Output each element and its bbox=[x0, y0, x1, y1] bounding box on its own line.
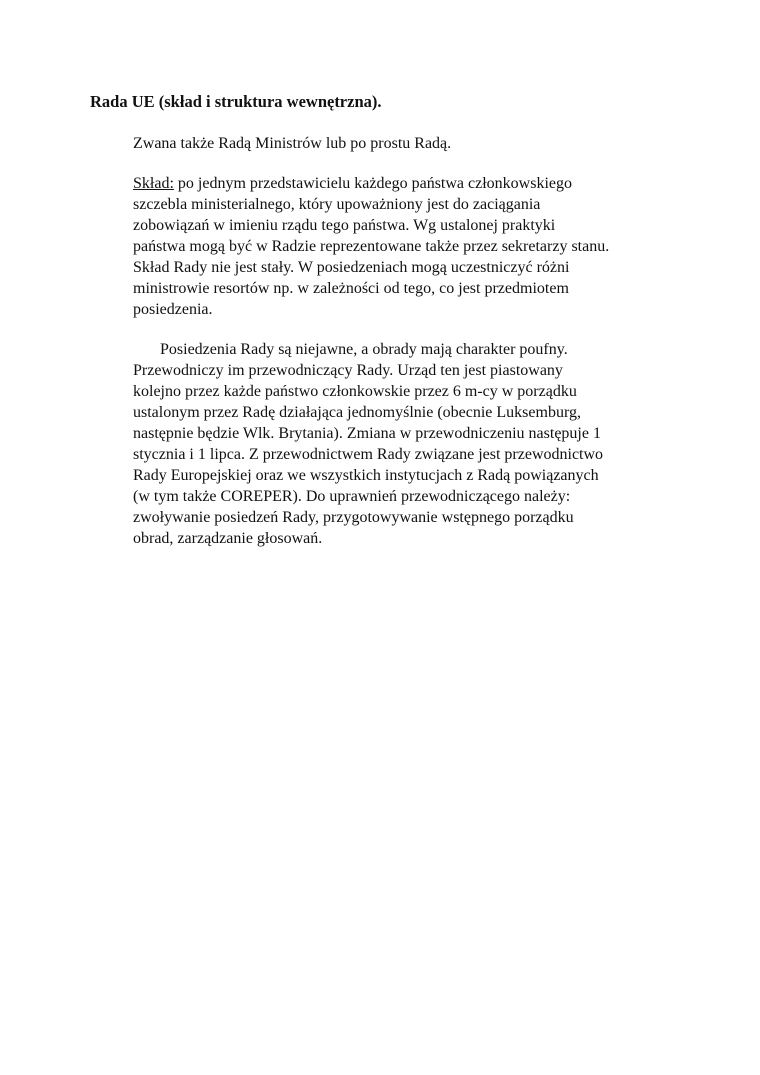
posiedzenia-paragraph bbox=[133, 339, 673, 549]
posiedzenia-line: Rady Europejskiej oraz we wszystkich instytucjach z Radą powiązanych bbox=[133, 467, 599, 484]
posiedzenia-line: kolejno przez każde państwo członkowskie przez 6 m-cy w porządku bbox=[133, 383, 577, 400]
intro-line: Zwana także Radą Ministrów lub po prostu Radą. bbox=[133, 135, 452, 152]
sklad-label: Skład: bbox=[133, 175, 174, 192]
posiedzenia-line: ustalonym przez Radę działająca jednomyślnie (obecnie Luksemburg, bbox=[133, 404, 581, 421]
sklad-line: posiedzenia. bbox=[133, 301, 213, 318]
sklad-line: ministrowie resortów np. w zależności od tego, co jest przedmiotem bbox=[133, 280, 569, 297]
document-title: Rada UE (skład i struktura wewnętrzna). bbox=[90, 92, 382, 111]
sklad-first-line bbox=[133, 173, 673, 194]
sklad-line: zobowiązań w imieniu rządu tego państwa. Wg ustalonej praktyki bbox=[133, 217, 556, 234]
posiedzenia-first-line: Posiedzenia Rady są niejawne, a obrady mają charakter poufny. bbox=[160, 341, 568, 358]
sklad-line: Skład Rady nie jest stały. W posiedzeniach mogą uczestniczyć różni bbox=[133, 259, 570, 276]
posiedzenia-line: (w tym także COREPER). Do uprawnień przewodniczącego należy: bbox=[133, 488, 571, 505]
sklad-line: szczebla ministerialnego, który upoważniony jest do zaciągania bbox=[133, 196, 541, 213]
posiedzenia-line: stycznia i 1 lipca. Z przewodnictwem Rady związane jest przewodnictwo bbox=[133, 446, 604, 463]
posiedzenia-line: zwoływanie posiedzeń Rady, przygotowywanie wstępnego porządku bbox=[133, 509, 574, 526]
sklad-paragraph bbox=[133, 173, 673, 320]
posiedzenia-line: następnie będzie Wlk. Brytania). Zmiana w przewodniczeniu następuje 1 bbox=[133, 425, 601, 442]
sklad-line: państwa mogą być w Radzie reprezentowane także przez sekretarzy stanu. bbox=[133, 238, 610, 255]
sklad-first-line-text: po jednym przedstawicielu każdego państwa członkowskiego bbox=[173, 175, 572, 192]
posiedzenia-line: Przewodniczy im przewodniczący Rady. Urząd ten jest piastowany bbox=[133, 362, 563, 379]
posiedzenia-line: obrad, zarządzanie głosowań. bbox=[133, 530, 323, 547]
intro-paragraph bbox=[133, 133, 673, 154]
